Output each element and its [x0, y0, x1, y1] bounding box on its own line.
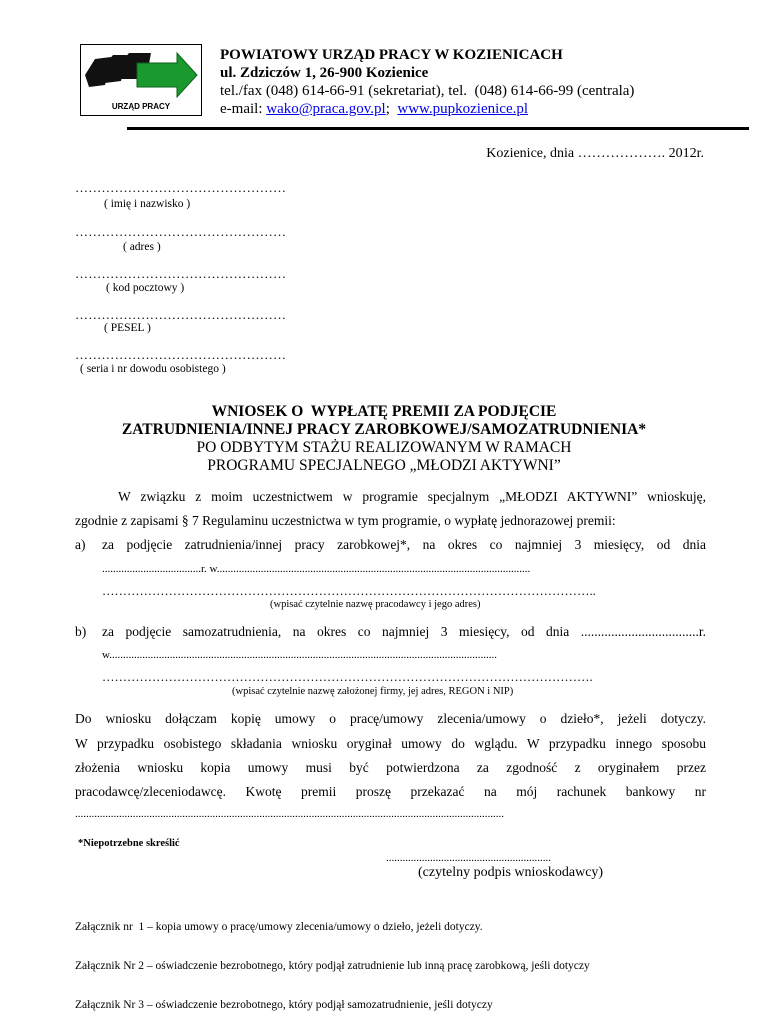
id-card-field[interactable]: ………………………………………… — [75, 347, 287, 362]
intro-line-1: W związku z moim uczestnictwem w programie specjalnym „MŁODZI AKTYWNI” wnioskuję, — [118, 489, 706, 504]
office-logo — [80, 44, 202, 116]
office-name: POWIATOWY URZĄD PRACY W KOZIENICACH — [220, 47, 563, 63]
office-address: ul. Zdziczów 1, 26-900 Kozienice — [220, 65, 429, 81]
name-caption: ( imię i nazwisko ) — [104, 198, 191, 210]
email-link[interactable]: wako@praca.gov.pl — [266, 101, 386, 117]
signature-caption: (czytelny podpis wnioskodawcy) — [418, 865, 604, 880]
office-phones: tel./fax (048) 614-66-91 (sekretariat), tel. (048) 614-66-99 (centrala) — [220, 83, 635, 99]
application-title — [0, 403, 768, 475]
option-b-hint: (wpisać czytelnie nazwę założonej firmy, jej adres, REGON i NIP) — [232, 686, 514, 697]
website-link[interactable]: www.pupkozienice.pl — [397, 101, 529, 117]
title-line-2: ZATRUDNIENIA/INNEJ PRACY ZAROBKOWEJ/SAMOZATRUDNIENIA* — [121, 421, 647, 438]
signature-field[interactable]: ............................................................ — [386, 852, 551, 864]
contact-separator: ; — [385, 101, 390, 117]
option-b-company-field[interactable]: w............................................................................................................................................. — [102, 649, 497, 661]
email-label: e-mail: — [220, 101, 263, 117]
attachment-para-line-4: pracodawcę/zleceniodawcę. Kwotę premii proszę przekazać na mój rachunek bankowy nr — [75, 784, 706, 799]
option-b-details-field[interactable]: ………………………………………………………………………………………………………. — [102, 670, 593, 684]
option-a-marker: a) — [75, 537, 86, 552]
attachment-list — [75, 895, 590, 1025]
title-line-4: PROGRAMU SPECJALNEGO „MŁODZI AKTYWNI” — [207, 457, 561, 474]
bank-account-field[interactable]: ............................................................................................................................................................ — [75, 808, 504, 820]
place-date-line: Kozienice, dnia ………………. 2012r. — [486, 146, 704, 161]
pesel-caption: ( PESEL ) — [104, 322, 151, 334]
office-header — [220, 46, 634, 118]
option-a-hint: (wpisać czytelnie nazwę pracodawcy i jego adres) — [270, 599, 481, 610]
intro-line-2: zgodnie z zapisami § 7 Regulaminu uczestnictwa w tym programie, o wypłatę jednorazowej premii: — [75, 513, 616, 528]
attachment-item: Załącznik nr 1 – kopia umowy o pracę/umowy zlecenia/umowy o dzieło, jeżeli dotyczy. — [75, 921, 483, 933]
option-b-line-1: za podjęcie samozatrudnienia, na okres co najmniej 3 miesięcy, od dnia ...................................r. — [102, 624, 706, 639]
option-a-line-1: za podjęcie zatrudnienia/innej pracy zarobkowej*, na okres co najmniej 3 miesięcy, od dnia — [102, 537, 706, 552]
address-field[interactable]: ………………………………………… — [75, 224, 287, 239]
attachment-item: Załącznik Nr 3 – oświadczenie bezrobotnego, który podjął samozatrudnienie, jeśli dotyczy — [75, 999, 493, 1011]
attachment-item: Załącznik Nr 2 – oświadczenie bezrobotnego, który podjął zatrudnienie lub inną pracę zarobkową, jeśli dotyczy — [75, 960, 590, 972]
attachment-para-line-3: złożenia wniosku kopia umowy musi być potwierdzona za zgodność z oryginałem przez — [75, 760, 706, 775]
option-b-marker: b) — [75, 624, 87, 639]
postal-code-caption: ( kod pocztowy ) — [106, 282, 185, 294]
footnote: *Niepotrzebne skreślić — [78, 838, 180, 849]
office-contact-line — [220, 100, 634, 118]
option-a-date-field[interactable]: ....................................r. w.................................................................................................................. — [102, 563, 531, 575]
name-field[interactable]: ………………………………………… — [75, 180, 287, 195]
option-a-employer-field[interactable]: ……………………………………………………………………………………………………….. — [102, 584, 596, 598]
attachment-para-line-2: W przypadku osobistego składania wniosku oryginał umowy do wglądu. W przypadku innego sposobu — [75, 736, 706, 751]
id-card-caption: ( seria i nr dowodu osobistego ) — [80, 363, 226, 375]
address-caption: ( adres ) — [123, 241, 161, 253]
logo-caption: URZĄD PRACY — [111, 102, 171, 111]
office-logo-icon — [81, 45, 201, 105]
header-divider — [127, 127, 749, 130]
title-line-3: PO ODBYTYM STAŻU REALIZOWANYM W RAMACH — [196, 439, 572, 456]
pesel-field[interactable]: ………………………………………… — [75, 307, 287, 322]
title-line-1: WNIOSEK O WYPŁATĘ PREMII ZA PODJĘCIE — [211, 403, 557, 420]
postal-code-field[interactable]: ………………………………………… — [75, 266, 287, 281]
attachment-para-line-1: Do wniosku dołączam kopię umowy o pracę/umowy zlecenia/umowy o dzieło*, jeżeli dotyczy. — [75, 711, 706, 726]
